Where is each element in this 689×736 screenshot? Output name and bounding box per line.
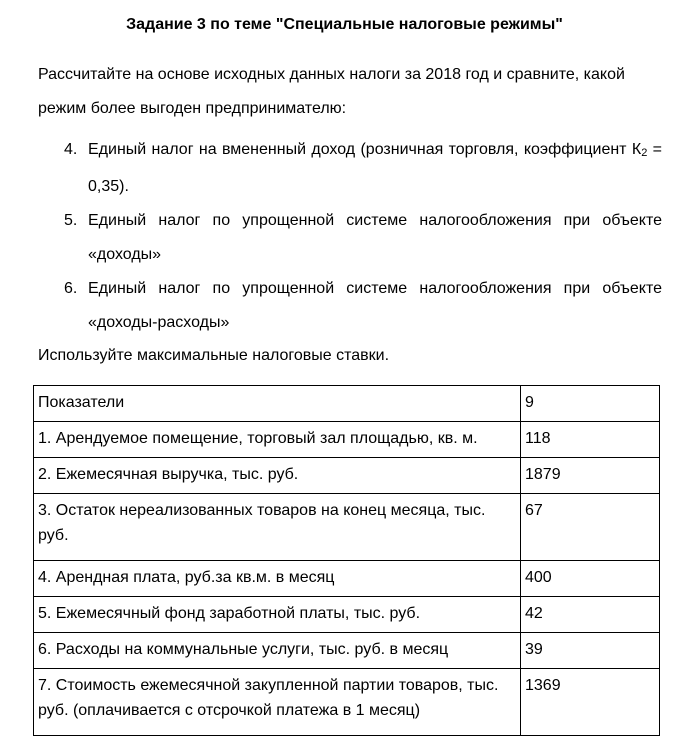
- table-row: [34, 494, 660, 561]
- list-item-text: Единый налог по упрощенной системе налогообложения при объекте «доходы»: [88, 212, 662, 263]
- list-item-number: 4.: [64, 141, 78, 158]
- table-row: [34, 458, 660, 494]
- row-label-cell: 6. Расходы на коммунальные услуги, тыс. руб. в месяц: [34, 633, 521, 669]
- row-value-cell: 1369: [521, 669, 660, 736]
- list-item: [38, 133, 662, 204]
- table-row: [34, 633, 660, 669]
- row-value-cell: 67: [521, 494, 660, 561]
- indicators-table: [33, 385, 660, 736]
- task-title: Задание 3 по теме "Специальные налоговые режимы": [126, 16, 563, 33]
- list-item-tail: = 0,35).: [88, 141, 662, 195]
- table-header-row: [34, 386, 660, 422]
- table-row: [34, 597, 660, 633]
- row-label-cell: 5. Ежемесячный фонд заработной платы, тыс. руб.: [34, 597, 521, 633]
- list-item-number: 5.: [64, 212, 78, 229]
- table-row: [34, 422, 660, 458]
- row-value-cell: 1879: [521, 458, 660, 494]
- row-label-cell: 3. Остаток нереализованных товаров на конец месяца, тыс. руб.: [34, 494, 521, 561]
- row-value-cell: 118: [521, 422, 660, 458]
- header-label-cell: Показатели: [34, 386, 521, 422]
- table-row: [34, 669, 660, 736]
- row-value-cell: 39: [521, 633, 660, 669]
- list-item: [38, 204, 662, 272]
- row-label-cell: 7. Стоимость ежемесячной закупленной партии товаров, тыс. руб. (оплачивается с отсрочкой платежа в 1 месяц): [34, 669, 521, 736]
- list-item-text: Единый налог по упрощенной системе налогообложения при объекте «доходы-расходы»: [88, 280, 662, 331]
- list-item-number: 6.: [64, 280, 78, 297]
- list-item: [38, 272, 662, 340]
- row-value-cell: 42: [521, 597, 660, 633]
- tax-rate-note: Используйте максимальные налоговые ставки.: [38, 347, 390, 364]
- tax-regime-list: [38, 133, 662, 340]
- header-value-cell: 9: [521, 386, 660, 422]
- row-value-cell: 400: [521, 561, 660, 597]
- table-row: [34, 561, 660, 597]
- row-label-cell: 4. Арендная плата, руб.за кв.м. в месяц: [34, 561, 521, 597]
- row-label-cell: 2. Ежемесячная выручка, тыс. руб.: [34, 458, 521, 494]
- intro-paragraph: Рассчитайте на основе исходных данных налоги за 2018 год и сравните, какой режим более выгоден предпринимателю:: [38, 66, 625, 117]
- row-label-cell: 1. Арендуемое помещение, торговый зал площадью, кв. м.: [34, 422, 521, 458]
- list-item-text: Единый налог на вмененный доход (розничная торговля, коэффициент К: [88, 141, 642, 158]
- coefficient-subscript: 2: [641, 147, 648, 159]
